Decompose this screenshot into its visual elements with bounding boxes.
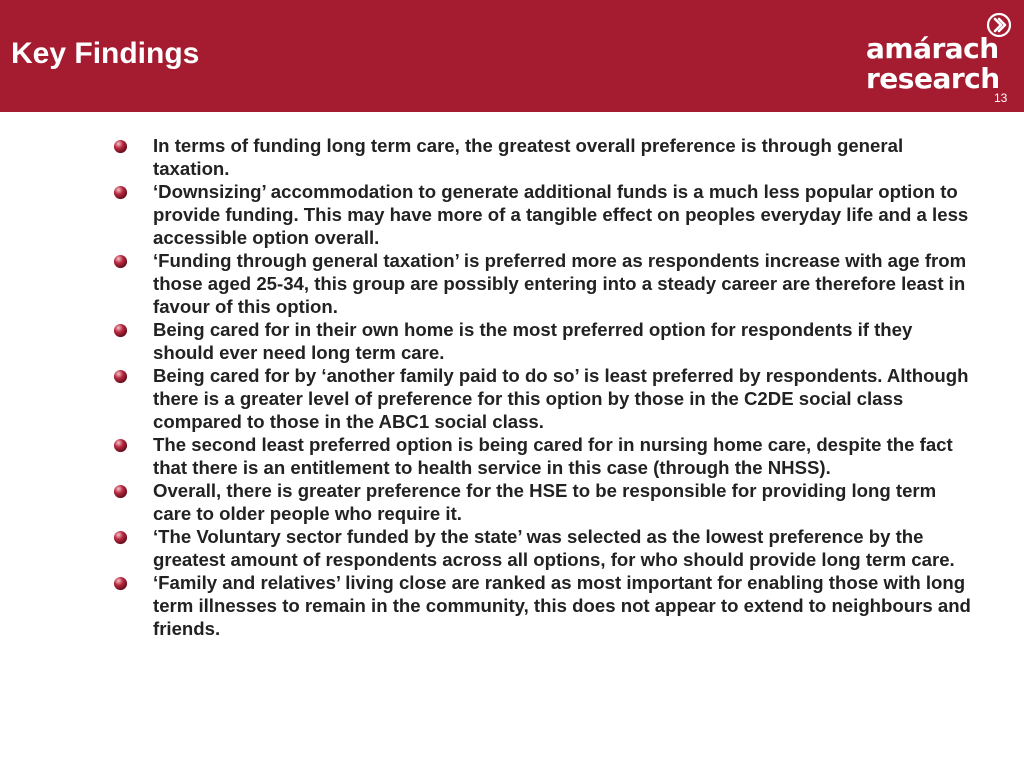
sphere-bullet-icon bbox=[113, 185, 128, 200]
sphere-bullet-icon bbox=[113, 530, 128, 545]
finding-text: Overall, there is greater preference for the HSE to be responsible for providing long term care to older people who require it. bbox=[153, 480, 937, 524]
finding-text: ‘The Voluntary sector funded by the state’ was selected as the lowest preference by the greatest amount of respondents across all options, for who should provide long term care. bbox=[153, 526, 955, 570]
sphere-bullet-icon bbox=[113, 254, 128, 269]
finding-text: ‘Family and relatives’ living close are ranked as most important for enabling those with long term illnesses to remain in the community, this does not appear to extend to neighbours and friends. bbox=[153, 572, 971, 639]
sphere-bullet-icon bbox=[113, 438, 128, 453]
sphere-bullet-icon bbox=[113, 484, 128, 499]
sphere-bullet-icon bbox=[113, 323, 128, 338]
sphere-bullet-icon bbox=[113, 576, 128, 591]
finding-text: In terms of funding long term care, the greatest overall preference is through general taxation. bbox=[153, 135, 904, 179]
finding-item bbox=[113, 364, 973, 433]
finding-text: ‘Funding through general taxation’ is preferred more as respondents increase with age from those aged 25-34, this group are possibly entering into a steady career are therefore least in favour of this option. bbox=[153, 250, 967, 317]
finding-item bbox=[113, 479, 973, 525]
finding-text: The second least preferred option is being cared for in nursing home care, despite the fact that there is an entitlement to health service in this case (through the NHSS). bbox=[153, 434, 953, 478]
page-number: 13 bbox=[994, 91, 1008, 105]
finding-item bbox=[113, 180, 973, 249]
finding-item bbox=[113, 134, 973, 180]
page-title: Key Findings bbox=[11, 37, 200, 70]
findings-list bbox=[113, 134, 973, 640]
finding-item bbox=[113, 571, 973, 640]
finding-text: ‘Downsizing’ accommodation to generate additional funds is a much less popular option to provide funding. This may have more of a tangible effect on peoples everyday life and a less accessible option overall. bbox=[153, 181, 969, 248]
finding-text: Being cared for by ‘another family paid to do so’ is least preferred by respondents. Although there is a greater level of preference for this option by those in the C2DE social class compared to those in the ABC1 social class. bbox=[153, 365, 969, 432]
amarach-research-logo bbox=[866, 12, 1016, 102]
logo-text-amarach: amárach bbox=[866, 32, 999, 65]
finding-item bbox=[113, 318, 973, 364]
sphere-bullet-icon bbox=[113, 139, 128, 154]
header-bar bbox=[0, 0, 1024, 112]
finding-item bbox=[113, 249, 973, 318]
sphere-bullet-icon bbox=[113, 369, 128, 384]
finding-text: Being cared for in their own home is the most preferred option for respondents if they should ever need long term care. bbox=[153, 319, 913, 363]
logo-text-research: research bbox=[866, 62, 1000, 95]
finding-item bbox=[113, 433, 973, 479]
finding-item bbox=[113, 525, 973, 571]
